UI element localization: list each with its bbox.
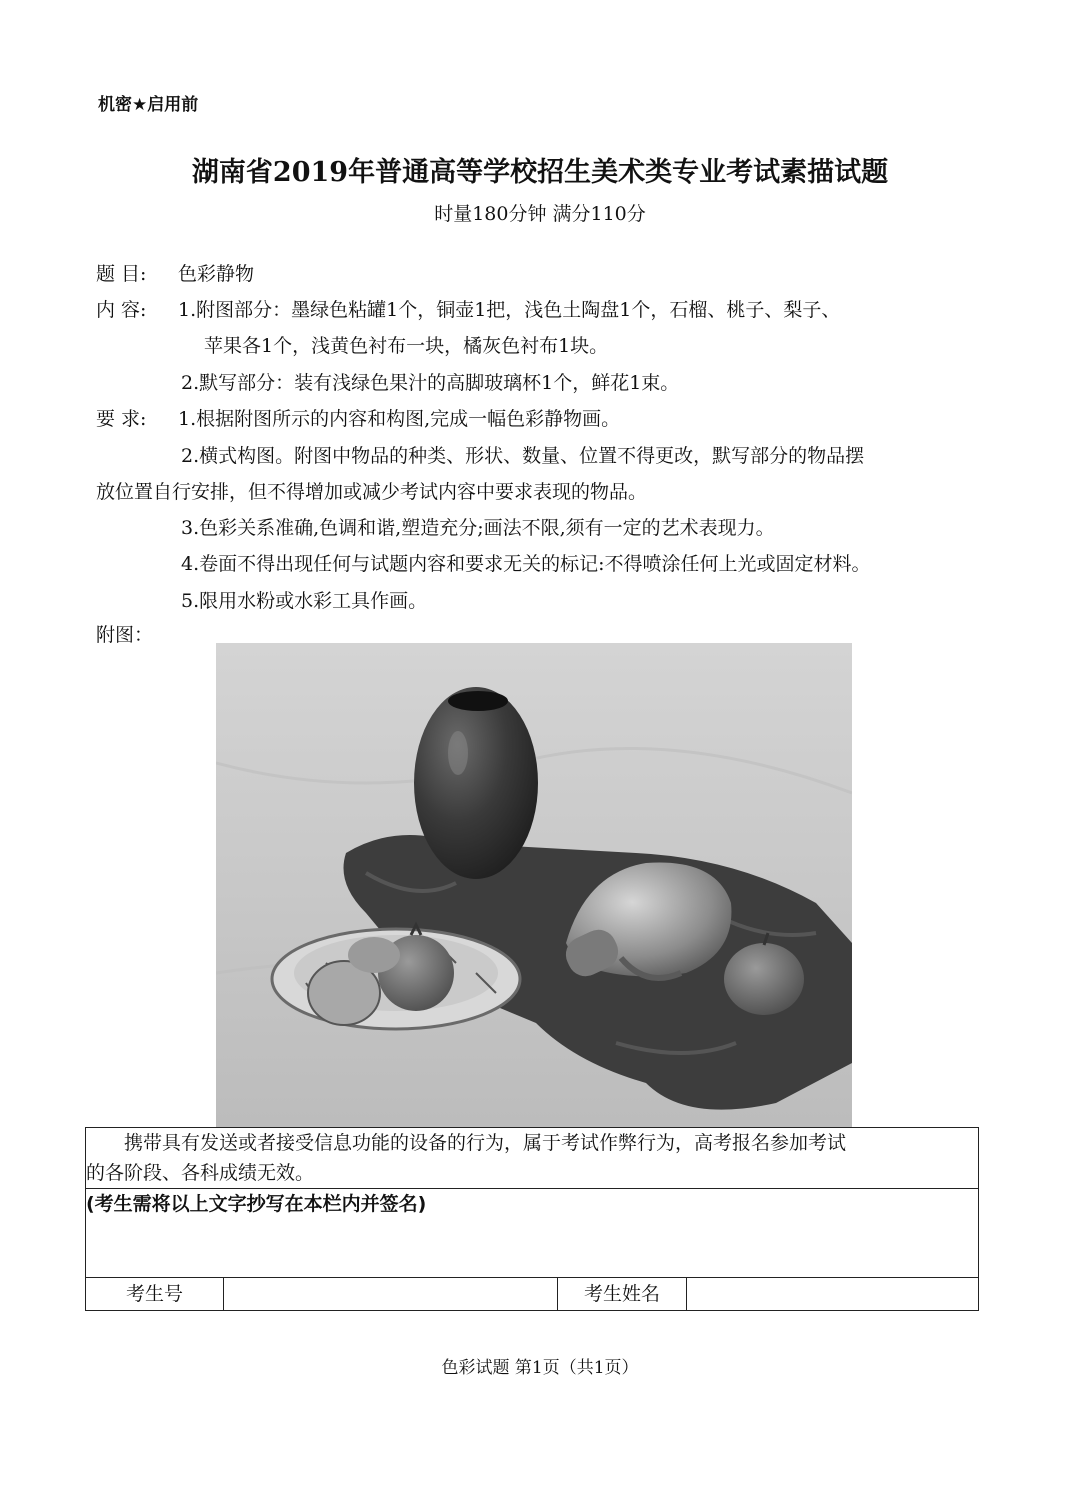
still-life-photo: [216, 643, 852, 1127]
content-label: 内 容:: [96, 299, 147, 321]
topic-label: 题 目:: [96, 263, 147, 285]
attachment-label: 附图：: [96, 624, 154, 646]
confidential-mark: 机密★启用前: [98, 95, 199, 115]
signature-area[interactable]: [86, 1189, 979, 1278]
requirement-3: 3.色彩关系准确,色调和谐,塑造充分;画法不限,须有一定的艺术表现力。: [181, 517, 775, 539]
apple: [724, 943, 804, 1015]
requirements-line-1: [96, 404, 620, 434]
requirement-2: 2.横式构图。附图中物品的种类、形状、数量、位置不得更改，默写部分的物品摆: [181, 445, 865, 467]
exam-number-field[interactable]: [224, 1278, 558, 1311]
candidate-name-label: 考生姓名: [558, 1278, 687, 1311]
exam-title: 湖南省2019年普通高等学校招生美术类专业考试素描试题: [191, 157, 889, 188]
notice-line-2: 的各阶段、各科成绩无效。: [86, 1162, 315, 1184]
requirement-1: 1.根据附图所示的内容和构图,完成一幅色彩静物画。: [178, 408, 621, 430]
notice-line-1: 携带具有发送或者接受信息功能的设备的行为，属于考试作弊行为，高考报名参加考试: [124, 1132, 847, 1154]
copy-instruction: (考生需将以上文字抄写在本栏内并签名): [86, 1193, 427, 1215]
requirements-label: 要 求:: [96, 408, 147, 430]
green-jar: [414, 687, 538, 879]
content-line-1: [96, 295, 840, 325]
exam-number-label: 考生号: [86, 1278, 224, 1311]
topic-value: 色彩静物: [178, 263, 255, 285]
cheating-notice: [86, 1128, 979, 1189]
content-item-2: 2.默写部分：装有浅绿色果汁的高脚玻璃杯1个，鲜花1束。: [181, 372, 680, 394]
still-life-illustration: [216, 643, 852, 1127]
content-item-1-cont: 苹果各1个，浅黄色衬布一块，橘灰色衬布1块。: [204, 335, 609, 357]
page-footer: 色彩试题 第1页（共1页）: [441, 1358, 639, 1378]
requirement-2-cont: 放位置自行安排，但不得增加或减少考试内容中要求表现的物品。: [96, 481, 648, 503]
exam-duration-score: 时量180分钟 满分110分: [434, 203, 646, 225]
topic-line: [96, 259, 254, 289]
candidate-name-field[interactable]: [687, 1278, 979, 1311]
requirement-5: 5.限用水粉或水彩工具作画。: [181, 590, 428, 612]
signature-table: [85, 1127, 979, 1311]
requirement-4: 4.卷面不得出现任何与试题内容和要求无关的标记:不得喷涂任何上光或固定材料。: [181, 553, 871, 575]
peach: [348, 937, 400, 973]
content-item-1: 1.附图部分：墨绿色粘罐1个，铜壶1把，浅色土陶盘1个，石榴、桃子、梨子、: [178, 299, 841, 321]
